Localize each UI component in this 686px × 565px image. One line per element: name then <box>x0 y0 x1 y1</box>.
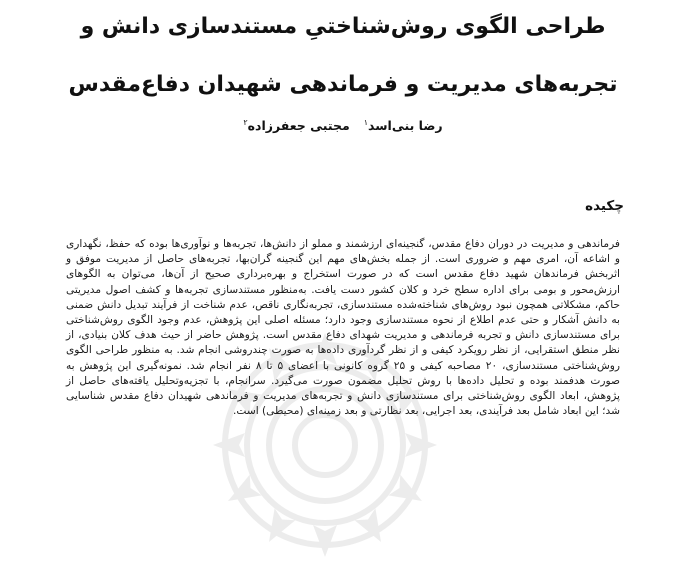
abstract-body: فرماندهی و مدیریت در دوران دفاع مقدس، گنجینه‌ای ارزشمند و مملو از دانش‌ها، تجربه‌ها و نوآوری‌ها بوده که حفظ، نگهداری و اشاعه آن، امری مهم و ضروری است. از جمله بخش‌های مهم این گنجینه گران‌بها، تجربه‌های حاصل از مدیریت موفق و اثربخش فرماندهان شهید دفاع مقدس است که در صورت استخراج و بهره‌برداری صحیح از آن‌ها، می‌توان به الگوهای ارزش‌محور و بومی برای اداره سطح خرد و کلان کشور دست یافت. به‌منظور مستندسازی تجربه‌ها و کشف اصول مدیریتی حاکم، مشکلاتی همچون نبود روش‌های شناخته‌شده مستندسازی، تجربه‌نگاری ناقص، عدم شناخت از فرآیند تبدیل دانش ضمنی به دانش آشکار و حتی عدم اطلاع از نحوه مستندسازی وجود دارد؛ مسئله اصلی این پژوهش، عدم وجود الگوی روش‌شناختی برای مستندسازی دانش و تجربه فرماندهی و مدیریت شهدای دفاع مقدس است. پژوهش حاضر از حیث هدف کلان بنیادی، از نظر منطق استقرایی، از نظر رویکرد کیفی و از نظر گردآوری داده‌ها به صورت چندروشی انجام شد. به منظور طراحی الگوی روش‌شناختی مستندسازی، ۲۰ مصاحبه کیفی و ۲۵ گروه کانونی با اعضای ۵ تا ۸ نفر انجام شد. نمونه‌گیری این پژوهش به صورت هدفمند بوده و تحلیل داده‌ها با روش تحلیل مضمون صورت می‌گیرد. سرانجام، با تجزیه‌وتحلیل یافته‌های حاصل از پژوهش، ابعاد الگوی روش‌شناختی برای مستندسازی دانش و تجربه‌های مدیریت و فرماندهی شهیدان دفاع مقدس شناسایی شد؛ این ابعاد شامل بعد فرآیندی، بعد اجرایی، بعد نظارتی و بعد زمینه‌ای (محیطی) است. <box>66 238 620 418</box>
author-footnote-mark: ۱ <box>363 118 369 127</box>
abstract-heading: چکیده <box>585 198 624 214</box>
author-name: رضا بنی‌اسد <box>368 118 443 134</box>
author-footnote-mark: ۲ <box>243 118 248 127</box>
author-line <box>60 118 626 133</box>
article-title-line-2: تجربه‌های مدیریت و فرماندهی شهیدان دفاع‌مقدس <box>68 72 618 97</box>
author-name: مجتبی جعفرزاده <box>247 118 350 134</box>
article-title-line-1: طراحی الگوی روش‌شناختیِ مستندسازی دانش و <box>80 14 606 39</box>
